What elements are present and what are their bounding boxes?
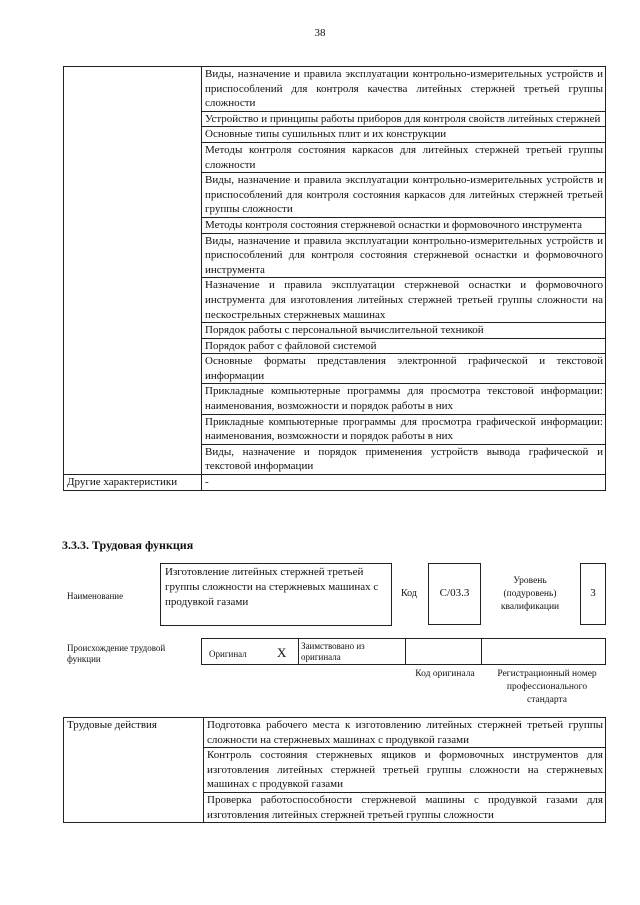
knowledge-row: Виды, назначение и порядок применения устройств вывода графической и текстовой информации (202, 444, 606, 474)
knowledge-row: Устройство и принципы работы приборов для контроля свойств литейных стержней (202, 111, 606, 127)
labor-actions-table (63, 717, 606, 823)
function-name-box: Изготовление литейных стержней третьей группы сложности на стержневых машинах с продувкой газами (160, 563, 392, 626)
original-cell (202, 639, 299, 664)
level-value-box: 3 (580, 563, 606, 625)
original-mark: X (277, 645, 287, 660)
knowledge-row: Порядок работ с файловой системой (202, 338, 606, 354)
origin-label: Происхождение трудовой функции (67, 643, 166, 664)
knowledge-table (63, 66, 606, 491)
knowledge-row: Прикладные компьютерные программы для просмотра текстовой информации: наименования, возможности и порядок работы в них (202, 384, 606, 414)
knowledge-row: Основные форматы представления электронной графической и текстовой информации (202, 354, 606, 384)
section-heading: 3.3.3. Трудовая функция (62, 538, 194, 552)
knowledge-left-cell (64, 67, 202, 475)
knowledge-row: Назначение и правила эксплуатации стержневой оснастки и формовочного инструмента для изготовления литейных стержней третьей группы сложности на пескострельных стержневых машинах (202, 278, 606, 323)
knowledge-row: Прикладные компьютерные программы для просмотра графической информации: наименования, возможности и порядок работы в них (202, 414, 606, 444)
knowledge-row: Порядок работы с персональной вычислительной техникой (202, 323, 606, 339)
other-characteristics-label: Другие характеристики (64, 475, 202, 491)
code-caption: Код оригинала (415, 669, 475, 679)
knowledge-row: Виды, назначение и правила эксплуатации контрольно-измерительных устройств и приспособлений для контроля качества литейных стержней третьей группы сложности (202, 67, 606, 112)
reg-number-caption: Регистрационный номер профессионального стандарта (497, 669, 597, 705)
other-characteristics-value: - (202, 475, 606, 491)
level-label: Уровень (подуровень) квалификации (500, 576, 560, 612)
knowledge-row: Методы контроля состояния каркасов для литейных стержней третьей группы сложности (202, 142, 606, 172)
function-code-box: С/03.3 (428, 563, 481, 625)
borrowed-cell (298, 639, 406, 664)
knowledge-row: Основные типы сушильных плит и их конструкции (202, 127, 606, 143)
name-label: Наименование (67, 591, 124, 601)
original-label: Оригинал (209, 649, 247, 659)
original-code-cell (405, 639, 482, 664)
page-number: 38 (314, 27, 326, 39)
origin-row (201, 638, 606, 665)
labor-action-item: Проверка работоспособности стержневой машины с продувкой газами для изготовления литейных стержней третьей группы сложности (204, 792, 606, 822)
labor-action-item: Подготовка рабочего места к изготовлению литейных стержней третьей группы сложности на стержневых машинах с продувкой газами (204, 718, 606, 748)
knowledge-row: Виды, назначение и правила эксплуатации контрольно-измерительных устройств и приспособлений для контроля состояния каркасов для литейных стержней третьей группы сложности (202, 173, 606, 218)
code-label: Код (401, 588, 417, 599)
labor-action-item: Контроль состояния стержневых ящиков и формовочных инструментов для изготовления литейных стержней третьей группы сложности на стержневых машинах с продувкой газами (204, 748, 606, 793)
knowledge-row: Виды, назначение и правила эксплуатации контрольно-измерительных устройств и приспособлений для контроля состояния стержневой оснастки и формовочного инструмента (202, 233, 606, 278)
labor-actions-label: Трудовые действия (64, 718, 204, 823)
knowledge-row: Методы контроля состояния стержневой оснастки и формовочного инструмента (202, 217, 606, 233)
borrowed-label: Заимствовано из оригинала (301, 641, 365, 662)
